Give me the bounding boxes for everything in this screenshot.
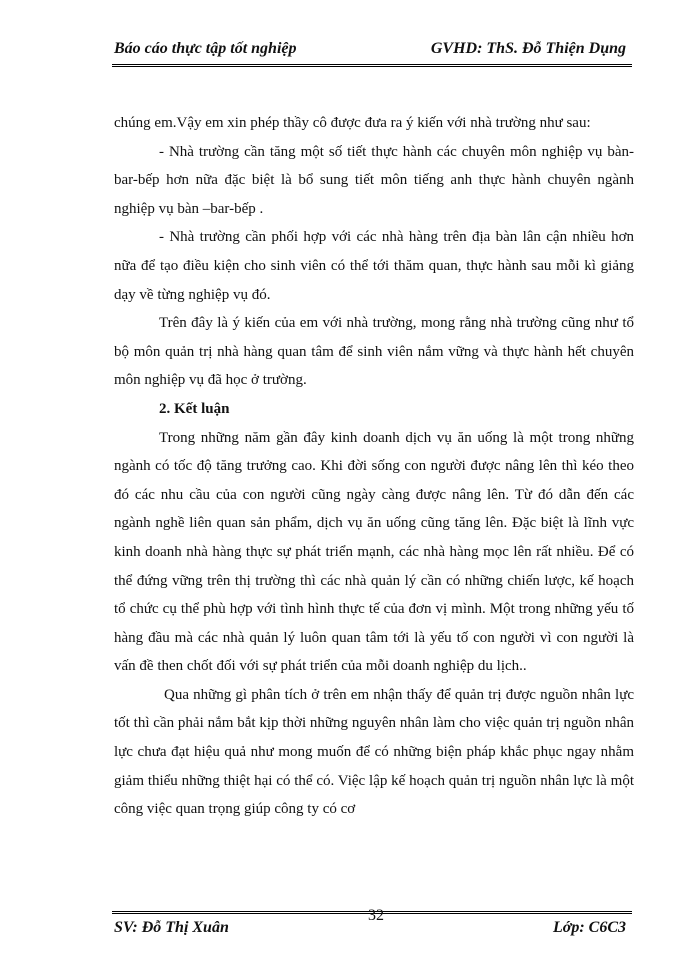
- paragraph-suggestion-2: - Nhà trường cần phối hợp với các nhà hàng trên địa bàn lân cận nhiều hơn nữa để tạo điều kiện cho sinh viên có thể tới thăm quan, thực hành sau mỗi kì giảng dạy về từng nghiệp vụ đó.: [114, 229, 634, 303]
- page-footer: [112, 907, 632, 944]
- page-body: [114, 109, 634, 824]
- header-advisor: GVHD: ThS. Đỗ Thiện Dụng: [430, 40, 626, 57]
- footer-class: Lớp: C6C3: [552, 919, 626, 936]
- footer-student: SV: Đỗ Thị Xuân: [114, 919, 229, 936]
- page-number: 32: [368, 907, 384, 924]
- paragraph-summary: Trên đây là ý kiến của em với nhà trường, mong rằng nhà trường cũng như tổ bộ môn quản trị nhà hàng quan tâm để sinh viên nắm vững và thực hành hết chuyên môn nghiệp vụ đã học ở trường.: [114, 315, 634, 389]
- paragraph-suggestion-1: - Nhà trường cần tăng một số tiết thực hành các chuyên môn nghiệp vụ bàn-bar-bếp hơn nữa đặc biệt là bổ sung tiết môn tiếng anh thực hành chuyên ngành nghiệp vụ bàn –bar-bếp .: [114, 143, 634, 217]
- page-header: [112, 40, 632, 67]
- section-heading-conclusion: 2. Kết luận: [159, 400, 230, 417]
- paragraph-conclusion-1: Trong những năm gần đây kinh doanh dịch vụ ăn uống là một trong những ngành có tốc độ tăng trưởng cao. Khi đời sống con người được nâng lên thì kéo theo đó các nhu cầu của con người cũng ngày càng được nâng lên. Từ đó dẫn đến các ngành nghề liên quan sản phẩm, dịch vụ ăn uống cũng tăng lên. Đặc biệt là lĩnh vực kinh doanh nhà hàng thực sự phát triển mạnh, các nhà hàng mọc lên rất nhiều. Để có thể đứng vững trên thị trường thì các nhà quản lý cần có những chiến lược, kế hoạch tổ chức cụ thể phù hợp với tình hình thực tế của đơn vị mình. Một trong những yếu tố hàng đầu mà các nhà quản lý luôn quan tâm tới là yếu tố con người vì con người là vấn đề then chốt đối với sự phát triển của mỗi doanh nghiệp du lịch..: [114, 429, 634, 675]
- paragraph-conclusion-2: Qua những gì phân tích ở trên em nhận thấy để quản trị được nguồn nhân lực tốt thì cần phải nắm bắt kịp thời những nguyên nhân làm cho việc quản trị nguồn nhân lực chưa đạt hiệu quả như mong muốn để có những biện pháp khắc phục ngay nhằm giảm thiểu những thiệt hại có thể có. Việc lập kế hoạch quản trị nguồn nhân lực là một công việc quan trọng giúp công ty có cơ: [114, 686, 634, 818]
- header-report-title: Báo cáo thực tập tốt nghiệp: [114, 40, 297, 57]
- paragraph-intro: chúng em.Vậy em xin phép thầy cô được đưa ra ý kiến với nhà trường như sau:: [114, 115, 591, 131]
